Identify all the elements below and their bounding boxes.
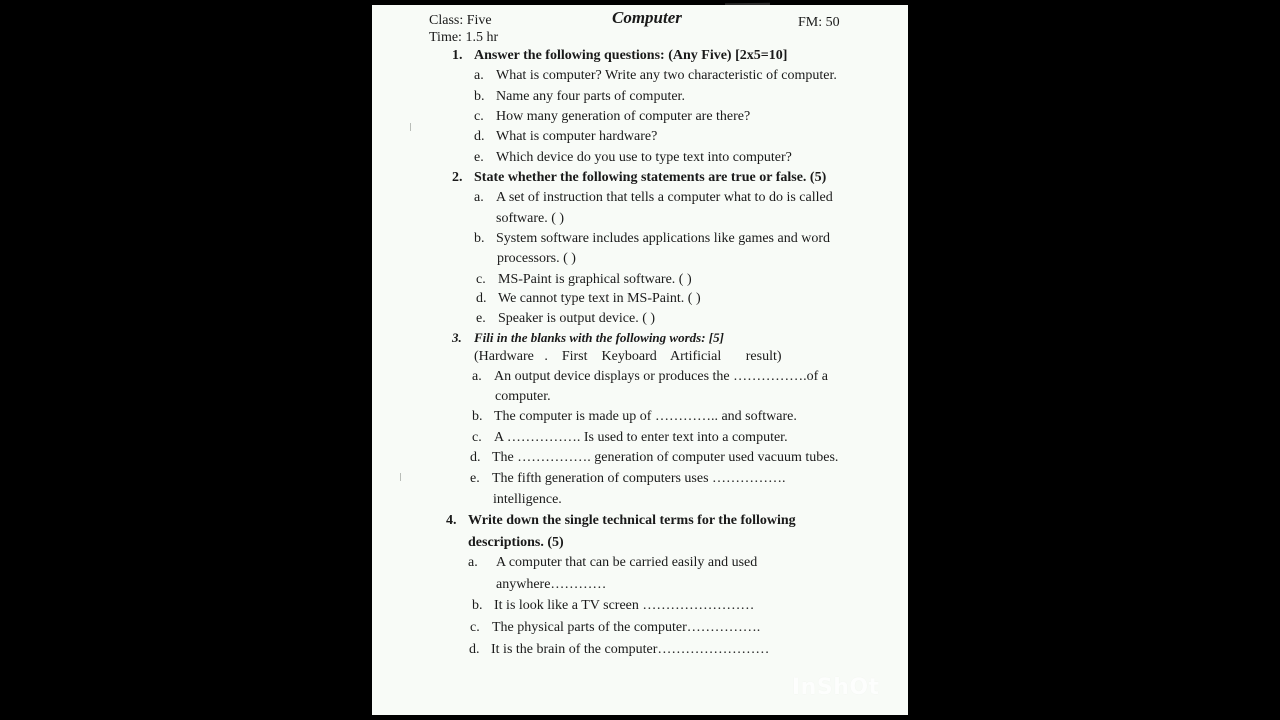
full-marks: FM: 50 [798,15,840,30]
list-item [474,68,837,84]
item-text: software. ( ) [496,211,565,226]
item-text: A computer that can be carried easily and used [496,555,758,570]
list-item-continuation [495,389,551,405]
item-text: It is look like a TV screen …………………… [494,598,755,613]
list-item [472,409,797,425]
question-heading-text: Write down the single technical terms for the following [468,513,796,528]
question-1-heading [452,48,787,64]
item-text: An output device displays or produces the …………….of a [494,369,828,384]
item-text: What is computer hardware? [496,129,658,144]
item-text: Which device do you use to type text into computer? [496,150,792,165]
item-text: anywhere………… [496,577,607,592]
item-text: What is computer? Write any two characteristic of computer. [496,68,837,83]
item-text: How many generation of computer are there? [496,109,751,124]
item-text: The physical parts of the computer……………. [492,620,761,635]
item-label: d. [476,291,487,306]
item-label: c. [472,430,482,445]
scan-speck [400,473,401,481]
item-label: a. [472,369,482,384]
item-label: c. [470,620,480,635]
list-item [470,450,838,466]
item-label: a. [474,68,484,83]
item-text: MS-Paint is graphical software. ( ) [498,272,692,287]
item-text: The computer is made up of ………….. and software. [494,409,797,424]
class-label: Class: Five [429,13,492,28]
item-label: c. [476,272,486,287]
list-item [470,620,760,636]
list-item [474,150,792,166]
list-item-continuation [496,211,564,227]
list-item [476,291,701,307]
item-text: intelligence. [493,492,562,507]
item-label: d. [469,642,480,657]
question-4-heading [446,513,796,529]
question-2-heading [452,170,826,186]
list-item [476,272,692,288]
item-label: a. [468,555,478,570]
question-heading-text: Answer the following questions: (Any Five) [2x5=10] [474,48,788,63]
word-bank: (Hardware . First Keyboard Artificial result) [474,349,782,364]
subject-title: Computer [612,8,682,27]
item-text: computer. [495,389,551,404]
item-label: e. [470,471,480,486]
question-number: 1. [452,48,463,63]
list-item-continuation [496,577,606,593]
item-label: b. [474,89,485,104]
item-text: It is the brain of the computer…………………… [491,642,770,657]
item-text: System software includes applications like games and word [496,231,830,246]
item-label: a. [474,190,484,205]
list-item [470,471,786,487]
question-4-heading-continuation: descriptions. (5) [468,535,564,550]
item-label: b. [472,598,483,613]
list-item [474,129,657,145]
question-number: 3. [452,330,462,345]
item-label: e. [476,311,486,326]
item-label: b. [472,409,483,424]
item-text: A set of instruction that tells a computer what to do is called [496,190,833,205]
item-text: We cannot type text in MS-Paint. ( ) [498,291,701,306]
list-item [469,642,769,658]
list-item [468,555,757,571]
item-label: d. [470,450,481,465]
item-label: b. [474,231,485,246]
list-item [476,311,655,327]
question-heading-text: State whether the following statements are true or false. (5) [474,170,827,185]
item-label: e. [474,150,484,165]
list-item [472,430,788,446]
question-number: 4. [446,513,457,528]
item-text: Name any four parts of computer. [496,89,685,104]
list-item-continuation [493,492,562,508]
scan-speck [410,123,411,131]
list-item [472,369,828,385]
time-label: Time: 1.5 hr [429,30,499,45]
question-3-heading [452,330,724,346]
list-item [474,109,750,125]
question-heading-text: Fili in the blanks with the following words: [5] [474,330,724,345]
list-item [474,231,830,247]
list-item [472,598,754,614]
item-label: c. [474,109,484,124]
item-text: Speaker is output device. ( ) [498,311,656,326]
item-label: d. [474,129,485,144]
list-item [474,190,833,206]
item-text: The fifth generation of computers uses ……………. [492,471,786,486]
item-text: processors. ( ) [497,251,576,266]
list-item-continuation [497,251,576,267]
inshot-watermark: InShOt [792,675,880,700]
item-text: A ……………. Is used to enter text into a computer. [494,430,788,445]
exam-paper [372,5,908,715]
item-text: The ……………. generation of computer used vacuum tubes. [492,450,839,465]
question-number: 2. [452,170,463,185]
list-item [474,89,685,105]
